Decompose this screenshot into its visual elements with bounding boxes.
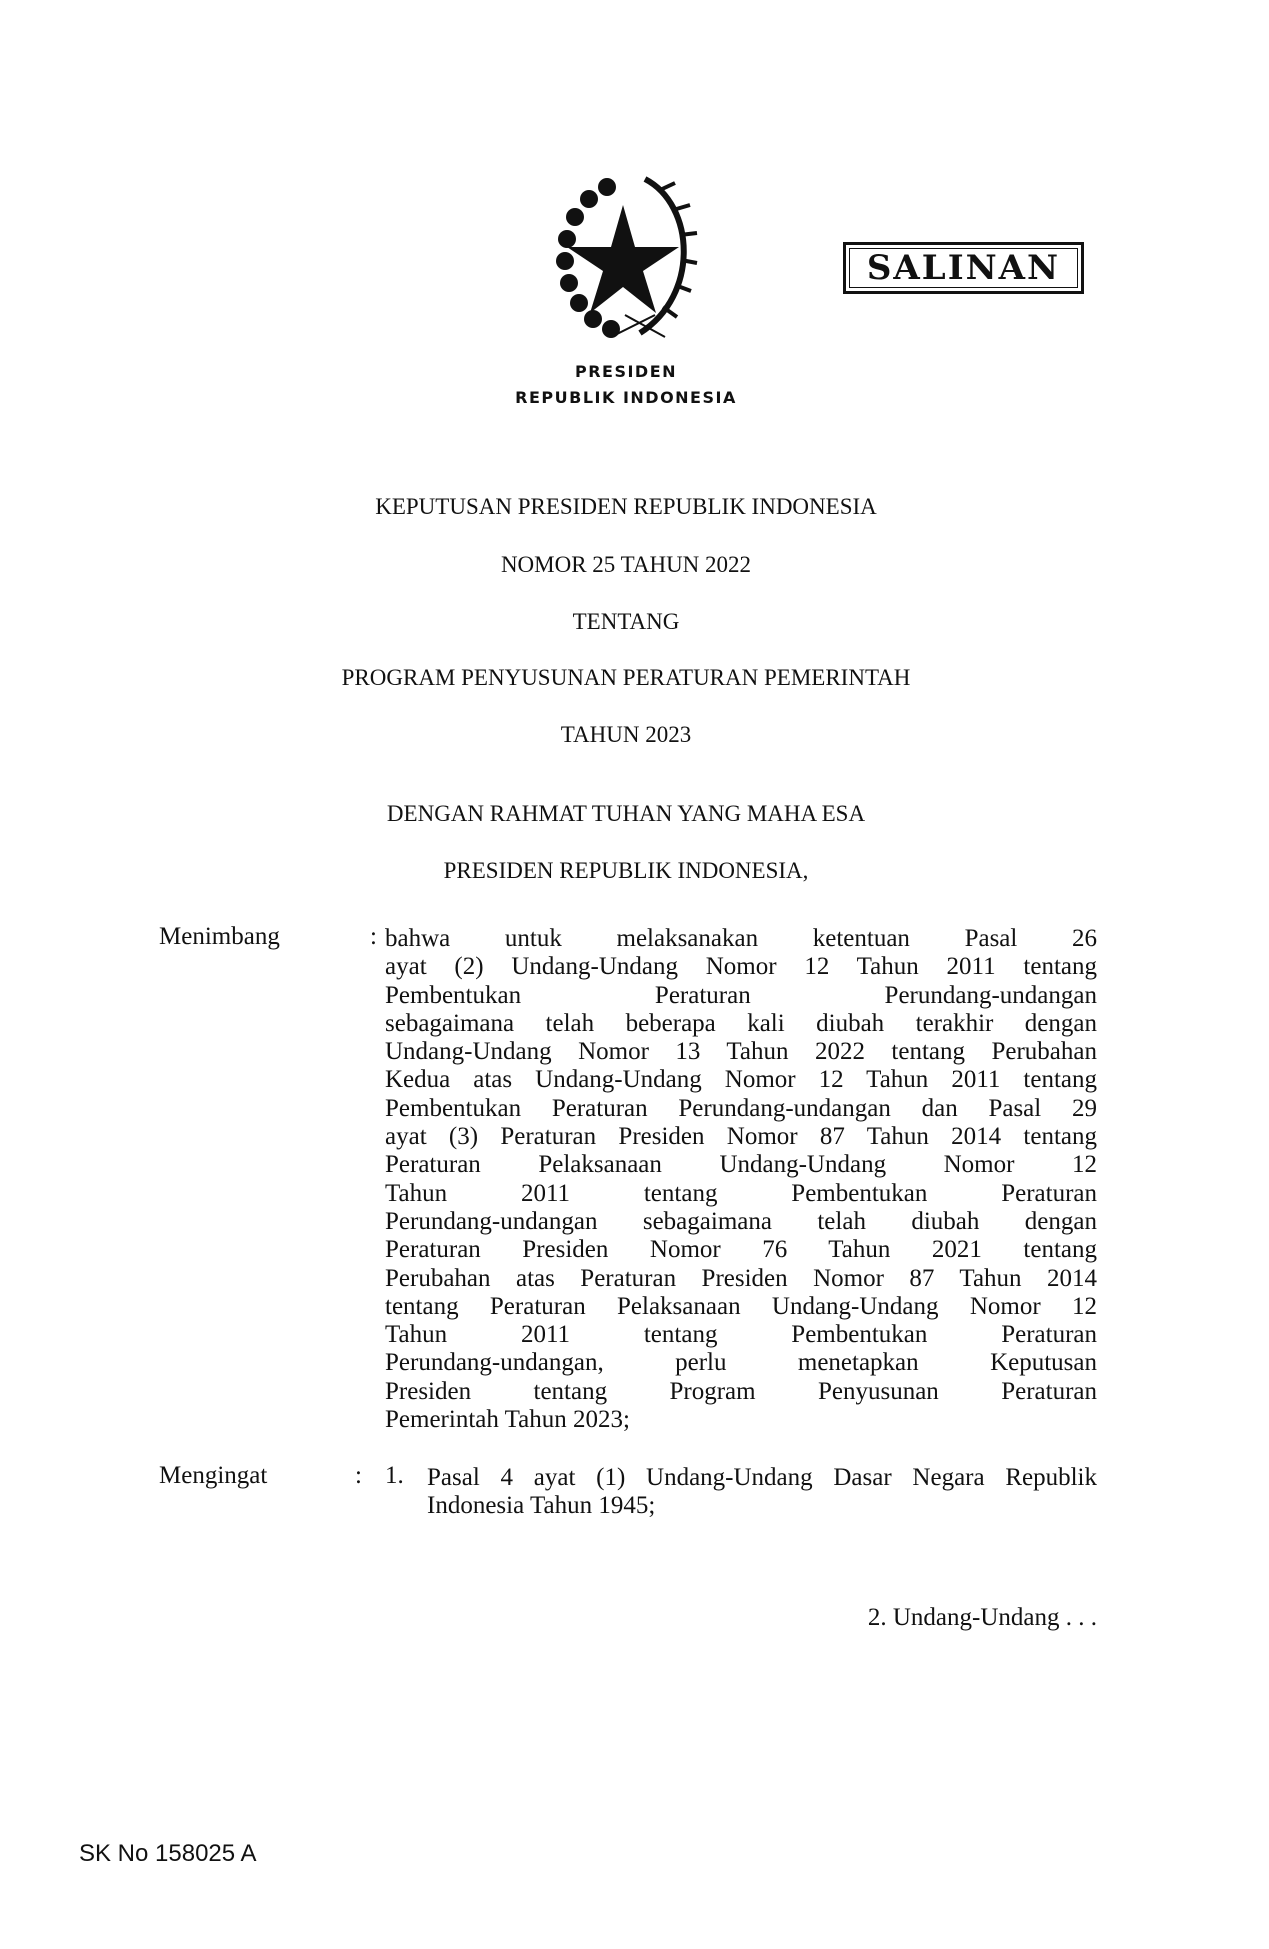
menimbang-line: ayat (2) Undang-Undang Nomor 12 Tahun 2011 tentang — [385, 953, 1097, 981]
header-republik-indonesia: REPUBLIK INDONESIA — [515, 388, 737, 407]
invocation: DENGAN RAHMAT TUHAN YANG MAHA ESA — [386, 801, 866, 826]
menimbang-line: Pembentukan Peraturan Perundang-undangan dan Pasal 29 — [385, 1094, 1097, 1122]
menimbang-line: tentang Peraturan Pelaksanaan Undang-Undang Nomor 12 — [385, 1292, 1097, 1320]
menimbang-line: sebagaimana telah beberapa kali diubah terakhir dengan — [385, 1009, 1097, 1037]
menimbang-line: Pemerintah Tahun 2023; — [385, 1406, 630, 1434]
menimbang-line: bahwa untuk melaksanakan ketentuan Pasal 26 — [385, 925, 1097, 952]
footer-code: SK No 158025 A — [79, 1840, 257, 1867]
mengingat-item-number: 1. — [385, 1462, 404, 1489]
mengingat-line: Indonesia Tahun 1945; — [427, 1492, 656, 1520]
menimbang-line: Undang-Undang Nomor 13 Tahun 2022 tentang Perubahan — [385, 1038, 1097, 1066]
mengingat-line: Pasal 4 ayat (1) Undang-Undang Dasar Negara Republik — [427, 1464, 1097, 1491]
decree-subject: PROGRAM PENYUSUNAN PERATURAN PEMERINTAH — [341, 665, 911, 690]
menimbang-line: ayat (3) Peraturan Presiden Nomor 87 Tahun 2014 tentang — [385, 1123, 1097, 1151]
menimbang-colon: : — [370, 923, 377, 950]
mengingat-label: Mengingat — [159, 1462, 268, 1489]
menimbang-line: Pembentukan Peraturan Perundang-undangan — [385, 981, 1097, 1009]
menimbang-line: Perundang-undangan sebagaimana telah diubah dengan — [385, 1207, 1097, 1235]
presidential-emblem-icon — [545, 165, 707, 343]
menimbang-line: Perundang-undangan, perlu menetapkan Keputusan — [385, 1349, 1097, 1377]
menimbang-line: Peraturan Presiden Nomor 76 Tahun 2021 tentang — [385, 1236, 1097, 1264]
mengingat-colon: : — [355, 1462, 362, 1489]
issuer: PRESIDEN REPUBLIK INDONESIA, — [443, 858, 809, 883]
menimbang-line: Tahun 2011 tentang Pembentukan Peraturan — [385, 1179, 1097, 1207]
menimbang-body — [385, 925, 1097, 1434]
menimbang-line: Peraturan Pelaksanaan Undang-Undang Nomor 12 — [385, 1151, 1097, 1179]
tentang-heading: TENTANG — [572, 609, 680, 634]
decree-year: TAHUN 2023 — [560, 722, 692, 747]
continuation-marker: 2. Undang-Undang . . . — [867, 1604, 1097, 1631]
header-presiden: PRESIDEN — [574, 362, 678, 381]
menimbang-line: Kedua atas Undang-Undang Nomor 12 Tahun 2011 tentang — [385, 1066, 1097, 1094]
decree-title: KEPUTUSAN PRESIDEN REPUBLIK INDONESIA — [375, 494, 877, 519]
decree-number: NOMOR 25 TAHUN 2022 — [500, 552, 752, 577]
menimbang-line: Tahun 2011 tentang Pembentukan Peraturan — [385, 1321, 1097, 1349]
menimbang-line: Presiden tentang Program Penyusunan Peraturan — [385, 1377, 1097, 1405]
mengingat-item-1 — [427, 1464, 1097, 1521]
salinan-stamp: SALINAN — [843, 242, 1084, 294]
menimbang-label: Menimbang — [159, 923, 280, 950]
menimbang-line: Perubahan atas Peraturan Presiden Nomor 87 Tahun 2014 — [385, 1264, 1097, 1292]
